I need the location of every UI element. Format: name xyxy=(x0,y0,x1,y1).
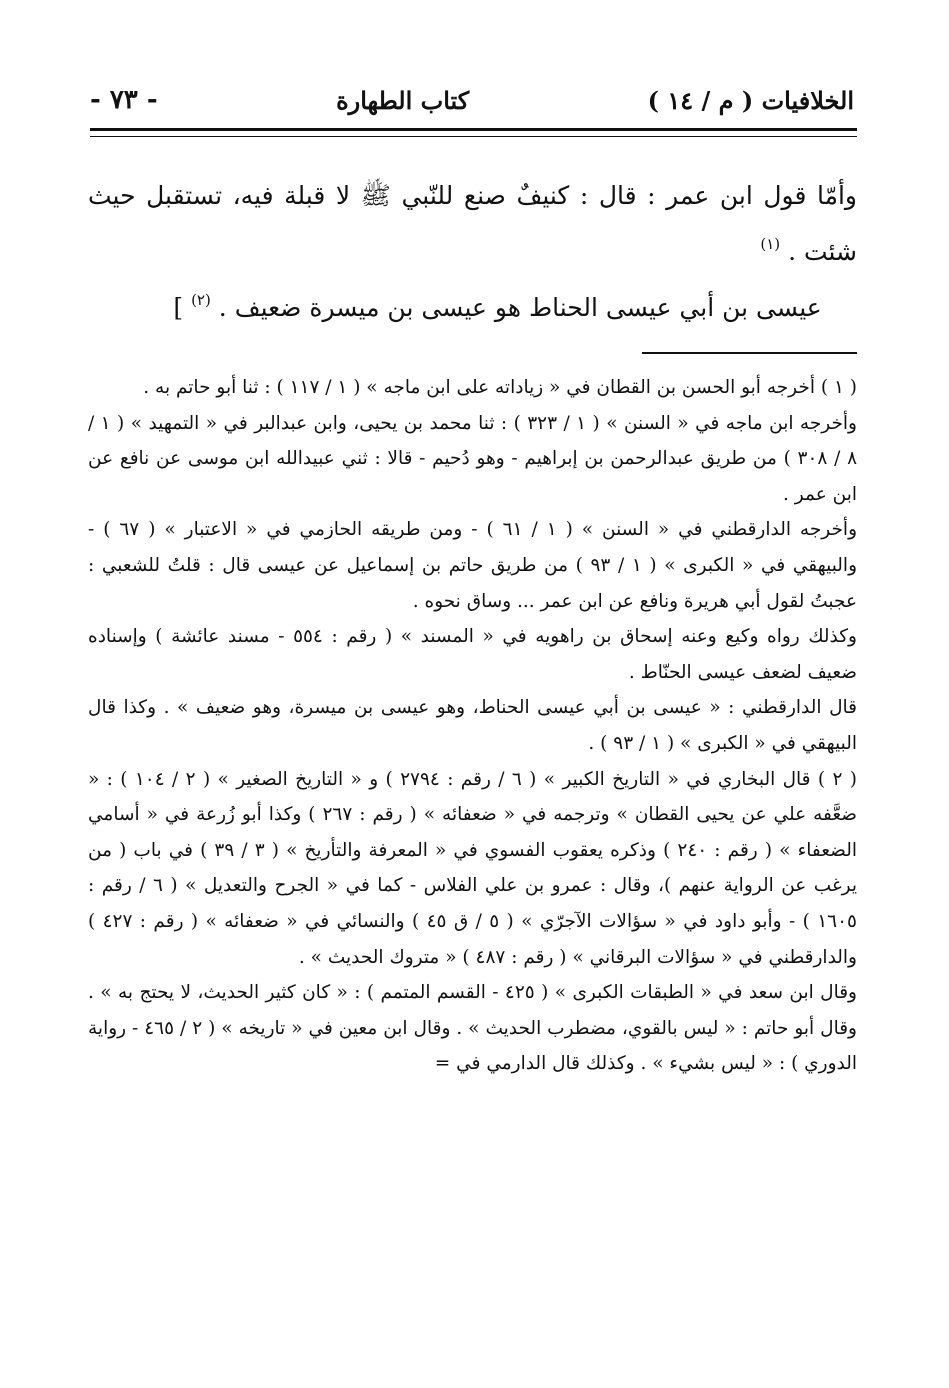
header-chapter-title: كتاب الطهارة xyxy=(336,85,470,115)
closing-bracket: ] xyxy=(173,293,184,322)
page-number: - ٧٣ - xyxy=(90,85,158,115)
main-centered-line xyxy=(88,280,857,336)
main-paragraph xyxy=(88,168,857,280)
footnote-ref-1: (١) xyxy=(760,235,781,253)
footnote-separator xyxy=(642,352,857,354)
header-rule-thin xyxy=(90,136,857,137)
footnote-paragraph: وأخرجه ابن ماجه في « السنن » ( ١ / ٣٢٣ ) : ثنا محمد بن يحيى، وابن عبدالبر في « التمهيد » ( ١ / ٨ / ٣٠٨ ) من طريق عبدالرحمن بن إبراهيم - وهو دُحيم - قالا : ثني عبيدالله ابن موسى عن نافع عن ابن عمر . xyxy=(88,412,857,505)
running-header xyxy=(90,80,854,120)
footnotes xyxy=(88,370,857,1082)
header-volume-title: الخلافيات ( م / ١٤ ) xyxy=(647,85,854,115)
footnote-paragraph: ( ٢ ) قال البخاري في « التاريخ الكبير » ( ٦ / رقم : ٢٧٩٤ ) و « التاريخ الصغير » ( ٢ / ١٠٤ ) : « ضعَّفه علي عن يحيى القطان » وترجمه في « ضعفائه » ( رقم : ٢٦٧ ) وكذا أبو زُرعة في « أسامي الضعفاء » ( رقم : ٢٤٠ ) وذكره يعقوب الفسوي في « المعرفة والتأريخ » ( ٣ / ٣٩ ) في باب ( من يرغب عن الرواية عنهم )، وقال : عمرو بن علي الفلاس - كما في « الجرح والتعديل » ( ٦ / رقم : ١٦٠٥ ) - وأبو داود في « سؤالات الآجرّي » ( ٥ / ق ٤٥ ) والنسائي في « ضعفائه » ( رقم : ٤٢٧ ) والدارقطني في « سؤالات البرقاني » ( رقم : ٤٨٧ ) « متروك الحديث » . xyxy=(88,768,858,968)
footnote-ref-2: (٢) xyxy=(191,291,211,309)
centered-line-text: عيسى بن أبي عيسى الحناط هو عيسى بن ميسرة ضعيف . xyxy=(218,293,822,322)
footnote-paragraph: قال الدارقطني : « عيسى بن أبي عيسى الحناط، وهو عيسى بن ميسرة، وهو ضعيف » . وكذا قال البيهقي في « الكبرى » ( ١ / ٩٣ ) . xyxy=(88,697,857,754)
footnote-paragraph: ( ١ ) أخرجه أبو الحسن بن القطان في « زياداته على ابن ماجه » ( ١ / ١١٧ ) : ثنا أبو حاتم به . xyxy=(143,377,857,398)
header-rule-thick xyxy=(90,128,857,131)
main-paragraph-text: وأمّا قول ابن عمر : قال : كنيفٌ صنع للنّبي ﷺ لا قبلة فيه، تستقبل حيث شئت . xyxy=(88,181,857,266)
main-text xyxy=(88,168,857,336)
footnote-paragraph: وكذلك رواه وكيع وعنه إسحاق بن راهويه في « المسند » ( رقم : ٥٥٤ - مسند عائشة ) وإسناده ضعيف لضعف عيسى الحنّاط . xyxy=(88,626,857,683)
footnote-paragraph: وأخرجه الدارقطني في « السنن » ( ١ / ٦١ ) - ومن طريقه الحازمي في « الاعتبار » ( ٦٧ ) - والبيهقي في « الكبرى » ( ١ / ٩٣ ) من طريق حاتم بن إسماعيل عن عيسى قال : قلتُ للشعبي : عجبتُ لقول أبي هريرة ونافع عن ابن عمر ... وساق نحوه . xyxy=(88,519,857,612)
footnote-paragraph: وقال ابن سعد في « الطبقات الكبرى » ( ٤٢٥ - القسم المتمم ) : « كان كثير الحديث، لا يحتج به » . وقال أبو حاتم : « ليس بالقوي، مضطرب الحديث » . وقال ابن معين في « تاريخه » ( ٢ / ٤٦٥ - رواية الدوري ) : « ليس بشيء » . وكذلك قال الدارمي في = xyxy=(88,982,857,1075)
